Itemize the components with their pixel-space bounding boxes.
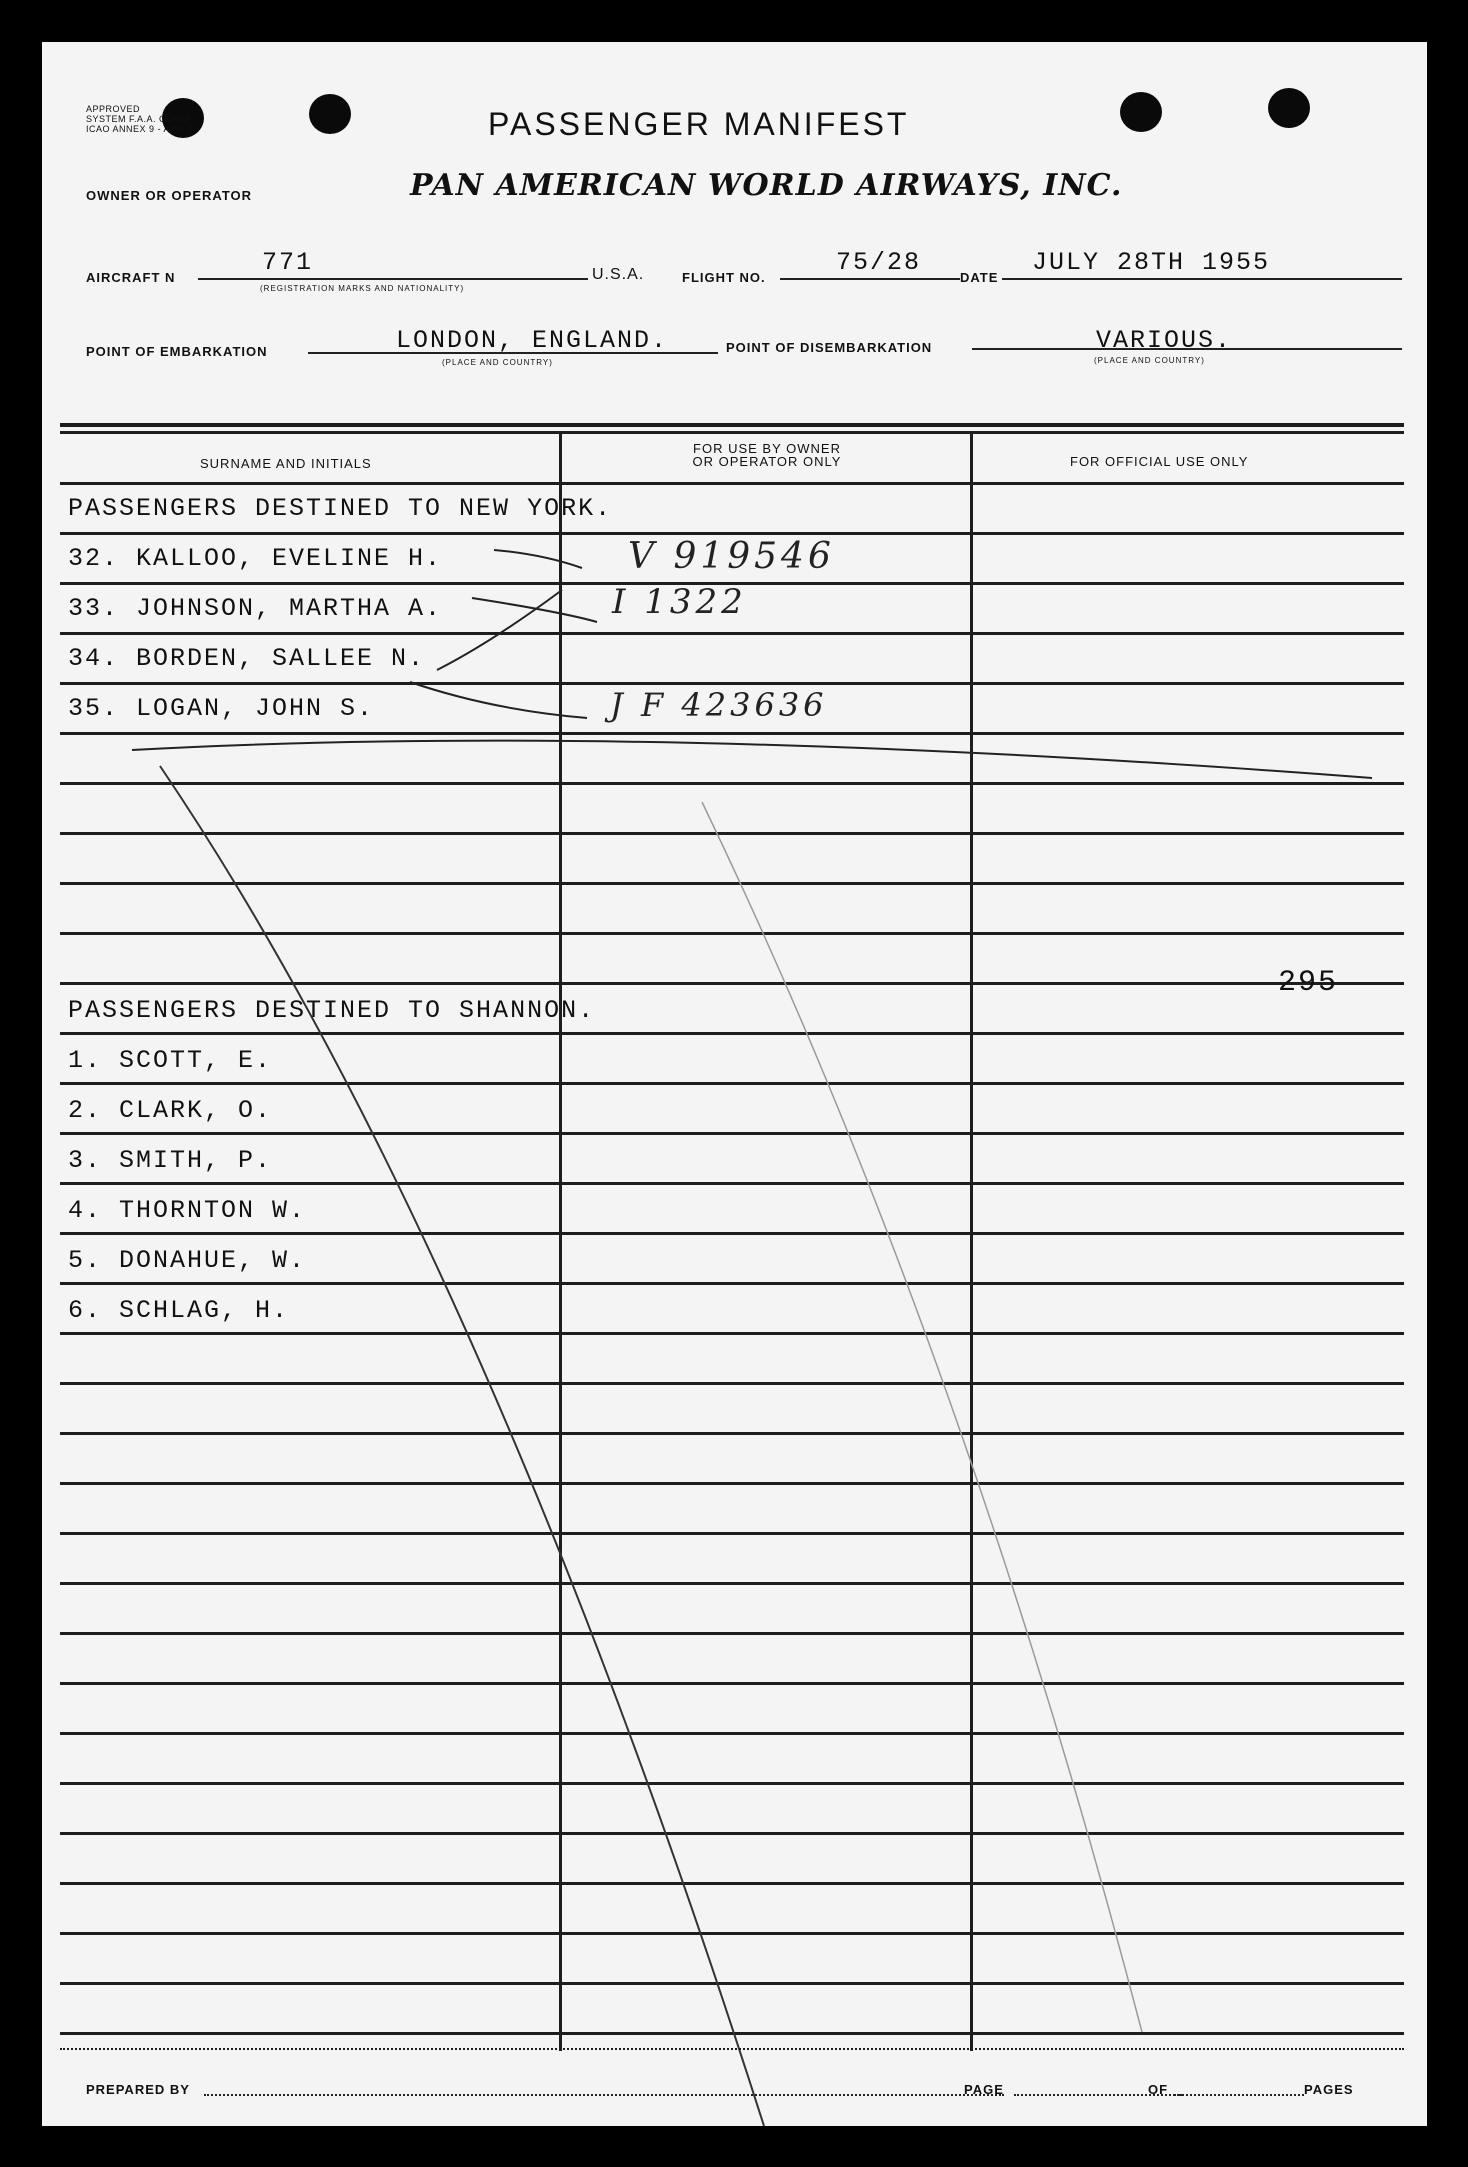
flight-value: 75/28 — [836, 248, 922, 277]
passenger-row: 4. THORNTON W. — [68, 1196, 307, 1225]
passenger-row: 5. DONAHUE, W. — [68, 1246, 307, 1275]
approval-line: APPROVED — [86, 104, 141, 114]
disembarkation-note: (PLACE AND COUNTRY) — [1094, 356, 1205, 365]
disembarkation-value: VARIOUS. — [1096, 326, 1233, 355]
prepared-underline — [204, 2094, 1004, 2096]
registration-note: (REGISTRATION MARKS AND NATIONALITY) — [260, 284, 465, 293]
prepared-label: PREPARED BY — [86, 2082, 190, 2097]
carrier-name: PAN AMERICAN WORLD AIRWAYS, INC. — [410, 168, 1123, 203]
passenger-row: 6. SCHLAG, H. — [68, 1296, 290, 1325]
page-label: PAGE — [964, 2082, 1004, 2097]
pen-strokes — [42, 42, 1427, 2126]
date-value: JULY 28TH 1955 — [1032, 248, 1271, 277]
handwritten-note: V 919546 — [628, 536, 835, 577]
passenger-row: 2. CLARK, O. — [68, 1096, 273, 1125]
of-label: OF — [1148, 2082, 1169, 2097]
embarkation-note: (PLACE AND COUNTRY) — [442, 358, 553, 367]
aircraft-label: AIRCRAFT N — [86, 270, 176, 285]
embarkation-label: POINT OF EMBARKATION — [86, 344, 268, 359]
passenger-row: 32. KALLOO, EVELINE H. — [68, 544, 443, 573]
column-header-official: FOR OFFICIAL USE ONLY — [1070, 454, 1249, 469]
column-header-owner-line: OR OPERATOR ONLY — [692, 454, 842, 469]
handwritten-note: I 1322 — [612, 582, 747, 622]
column-header-owner-line: FOR USE BY OWNER — [693, 441, 841, 456]
passenger-row: 35. LOGAN, JOHN S. — [68, 694, 375, 723]
group-heading: PASSENGERS DESTINED TO SHANNON. — [68, 996, 596, 1025]
manifest-sheet — [42, 42, 1427, 2126]
owner-label: OWNER OR OPERATOR — [86, 188, 253, 203]
pages-label: PAGES — [1304, 2082, 1354, 2097]
of-underline — [1174, 2094, 1304, 2096]
column-header-name: SURNAME AND INITIALS — [200, 456, 372, 471]
passenger-row: 1. SCOTT, E. — [68, 1046, 273, 1075]
flight-label: FLIGHT NO. — [682, 270, 766, 285]
group-heading: PASSENGERS DESTINED TO NEW YORK. — [68, 494, 613, 523]
disembarkation-label: POINT OF DISEMBARKATION — [726, 340, 933, 355]
table-bottom-rule — [60, 2048, 1404, 2050]
date-label: DATE — [960, 270, 999, 285]
handwritten-note: J F 423636 — [610, 686, 828, 724]
passenger-row: 33. JOHNSON, MARTHA A. — [68, 594, 443, 623]
country-label: U.S.A. — [592, 266, 645, 283]
margin-number: 295 — [1278, 966, 1339, 1000]
aircraft-value: 771 — [262, 248, 314, 277]
embarkation-value: LONDON, ENGLAND. — [396, 326, 669, 355]
passenger-row: 34. BORDEN, SALLEE N. — [68, 644, 426, 673]
approval-line: SYSTEM F.A.A. COMM. — [86, 114, 193, 124]
passenger-row: 3. SMITH, P. — [68, 1146, 273, 1175]
page-title: PASSENGER MANIFEST — [488, 106, 910, 142]
approval-line: ICAO ANNEX 9 - APP. 2 — [86, 124, 194, 134]
